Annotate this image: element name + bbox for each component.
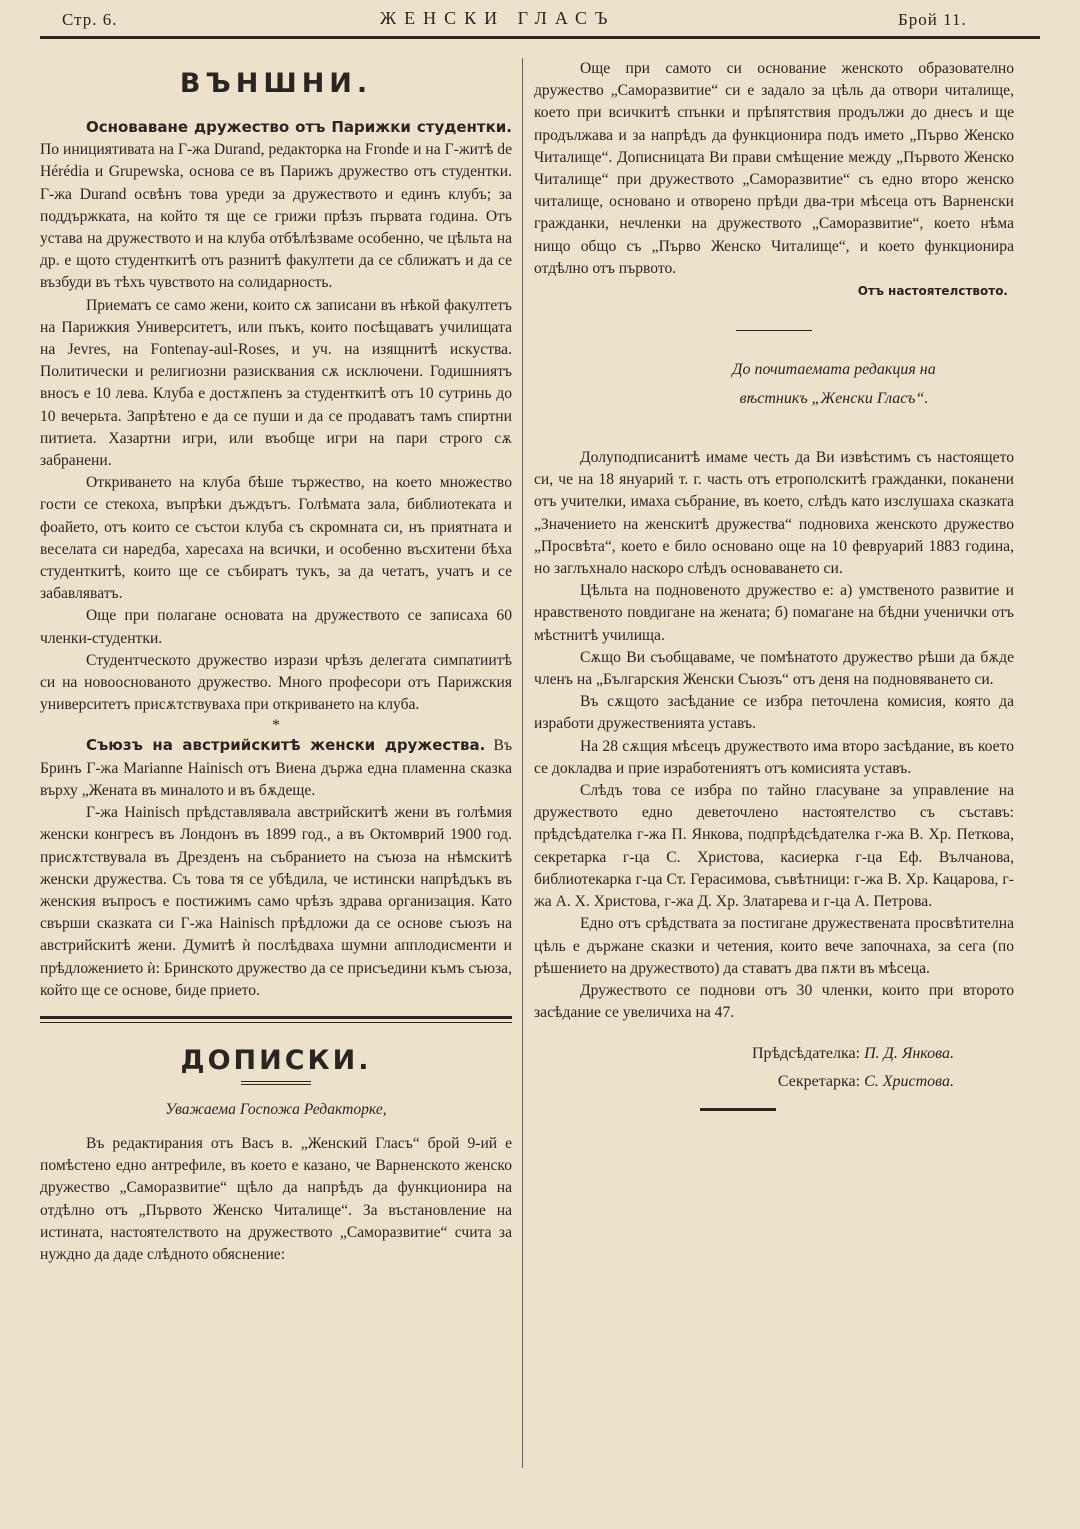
letter-paragraph: На 28 сѫщия мѣсецъ дружеството има второ засѣдание, въ което се докладва и прие изработениятъ отъ комисията уставъ. [534, 737, 1014, 777]
letter-paragraph: Едно отъ срѣдствата за постигане дружествената просвѣтителна цѣль е държане сказки и четения, които вече започнаха, за сега (по рѣшението на дружеството) да ставатъ два пѫти въ мѣсеца. [534, 915, 1014, 977]
article-paragraph: Студентческото дружество изрази чрѣзъ делегата симпатиитѣ си на новооснованото дружество. Много професори отъ Парижския университетъ присѫтствуваха при откриването на клуба. [40, 651, 512, 714]
section-separator-star: * [272, 717, 280, 735]
letter-paragraph: Долуподписанитѣ имаме честь да Ви извѣстимъ съ настоящето си, че на 18 януарий т. г. часть отъ етрополскитѣ гражданки, поканени отъ учителки, имаха събрание, въ което, слѣдъ като изслушаха сказката „Значението на женскитѣ дружества“ подновиха женското дружество „Просвѣта“, което е било основано още на 10 февруарий 1883 година, но заглъхнало наскоро слѣдъ основаването си. [534, 449, 1014, 578]
masthead-title: ЖЕНСКИ ГЛАСЪ [380, 8, 616, 28]
article-paragraph: Още при полагане основата на дружеството се записаха 60 членки-студентки. [40, 607, 512, 647]
article-paragraph: Въ Бринъ Г-жа Marianne Hainisch отъ Виена държа една пламенна сказка върху „Жената въ миналото и въ бѫдеще. [40, 737, 513, 799]
letter-paragraph: Сѫщо Ви съобщаваме, че помѣнатото дружество рѣши да бѫде членъ на „Българския Женски Съюзъ“ отъ деня на подновяването си. [534, 648, 1014, 689]
title-underline [241, 1081, 311, 1085]
letter-address [534, 355, 1014, 413]
article-paragraph: Приематъ се само жени, които сѫ записани въ нѣкой факултетъ на Парижкия Университетъ, или пъкъ, които посѣщаватъ училищата на Jevres, на Fontenay-aul-Roses, и уч. на изящнитѣ искуства. Политически и религиозни разисквания сѫ исключени. Годишниятъ вносъ е 10 лева. Клуба е достѫпенъ за студенткитѣ отъ 10 сутринь до 10 вечерьта. Запрѣтено е да се пуши и да се продаватъ тамъ спиртни питиета. Хазартни игри, или въобще игри на пари строго сѫ забранени. [40, 296, 512, 470]
article-paragraph: Г-жа Hainisch прѣдставлявала австрийскитѣ жени въ голѣмия женски конгресъ въ Лондонъ въ 1899 год., а въ Октомврий 1900 год. присѫтствувала въ Дрезденъ на събранието на съюза на нѣмскитѣ женски дружества. Съ това тя се убѣдила, че истински напрѣдъкъ въ женския въпросъ е постижимъ само чрѣзъ здрава организация. Като свърши сказката си Г-жа Hainisch прѣдложи да се основе съюзъ на австрийскитѣ жени. Думитѣ ѝ послѣдваха шумни апплодисменти и прѣдложението ѝ: Бринското дружество да се присъедини къмъ съюза, който ще се основе, биде прието. [40, 804, 512, 999]
column-divider [522, 58, 523, 1468]
header-rule [40, 36, 1040, 39]
section-title-foreign: ВЪНШНИ. [179, 68, 373, 99]
page-header [0, 6, 1080, 34]
article-heading: Съюзъ на австрийскитѣ женски дружества. [86, 736, 486, 755]
letter-signature: Отъ настоятелството. [857, 284, 1008, 299]
page-number: Стр. 6. [62, 10, 118, 29]
signature-chair [534, 1040, 954, 1068]
article-paragraph: Откриването на клуба бѣше тържество, на което множество гости се стекоха, въпрѣки дъждътъ. Голѣмата зала, библиотеката и фоайето, отъ които се състои клуба съ скромната си, нъ приятната и веселата си наредба, харесаха на всички, и особенно въсхитени бѣха студенткитѣ, които ще се събиратъ тукъ, за да четатъ, учатъ и се забавляватъ. [40, 474, 512, 603]
section-rule-thin [40, 1022, 512, 1023]
letter-paragraph: Дружеството се поднови отъ 30 членки, които при второто засѣдание се увеличиха на 47. [534, 981, 1014, 1022]
signature-secretary [534, 1068, 954, 1096]
address-line: До почитаемата редакция на [732, 361, 936, 379]
signature-name: П. Д. Янкова. [864, 1045, 954, 1063]
article-paris-students [40, 116, 512, 295]
end-rule [700, 1108, 776, 1111]
signature-role: Прѣдсѣдателка: [751, 1045, 861, 1063]
letter-salutation: Уважаема Госпожа Редакторке, [165, 1100, 387, 1118]
article-heading: Основаване дружество отъ Парижки студентки. [86, 118, 512, 136]
letter-paragraph: Цѣльта на подновеното дружество е: а) умственото развитие и нравственото повдигане на жената; б) помагане на бѣдни ученички отъ мѣстнитѣ училища. [534, 582, 1014, 644]
address-line: вѣстникъ „Женски Гласъ“. [739, 390, 929, 408]
letter-separator [736, 330, 812, 331]
article-austrian-union [40, 734, 512, 802]
letter-paragraph: Въ сѫщото засѣдание се избра петочлена комисия, която да изработи дружественията уставъ. [534, 693, 1014, 733]
signature-role: Секретарка: [777, 1073, 861, 1091]
section-rule-thick [40, 1016, 512, 1019]
signature-name: С. Христова. [864, 1073, 954, 1091]
left-column [40, 58, 512, 1266]
issue-number: Брой 11. [898, 10, 967, 29]
right-column [534, 58, 1014, 1111]
letter-paragraph: Въ редактирания отъ Васъ в. „Женский Гласъ“ брой 9-ий е помѣстено едно антрефиле, въ което е казано, че Варненското женско дружество „Саморазвитие“ щѣло да напрѣдъ да функционира на отдѣлно отъ „Първото Женско Читалище“. За въстановление на истината, настоятелството на дружеството „Саморазвитие“ счита за нуждно да даде слѣдното обяснение: [40, 1134, 512, 1263]
letter-paragraph: Слѣдъ това се избра по тайно гласуване за управление на дружеството едно деветочлено настоятелство съ съставъ: прѣдсѣдателка г-жа П. Янкова, подпрѣдсѣдателка г-жа В. Хр. Петкова, секретарка г-ца С. Христова, касиерка г-ца Еф. Вълчанова, библиотекарка г-ца Ст. Герасимова, съвѣтници: г-жа В. Хр. Кацарова, г-жа А. Х. Христова, г-жа Д. Хр. Златарева и г-ца А. Петрова. [534, 782, 1014, 911]
section-title-letters: ДОПИСКИ. [180, 1044, 372, 1076]
letter-paragraph: Още при самото си основание женското образователно дружество „Саморазвитие“ си е задало за цѣль да отвори читалище, което при всичкитѣ спънки и прѣпятствия продължи до днесъ и ще продължава и за напрѣдъ да функционира подъ името „Първо Женско Читалище“. Дописницата Ви прави смѣщение между „Първото Женско Читалище“ при дружеството „Саморазвитие“ съ едно второ женско читалище, основано и отворено прѣди два-три мѣсеца отъ Варненски гражданки, нечленки на дружеството „Саморазвитие“, което нѣма нищо общо съ „Първо Женско Читалище“, и което функционира отдѣлно отъ първото. [534, 60, 1014, 277]
article-paragraph: По инициятивата на Г-жа Durand, редакторка на Fronde и на Г-житѣ de Hérédia и Grupewska, основа се въ Парижъ дружество отъ студентки. Г-жа Durand освѣнъ това уреди за дружеството и единъ клубъ; за поддържката, на който тя ще се грижи прѣзъ първата година. Отъ устава на дружеството и на клуба отбѣлѣзваме особенно, че цѣльта на др. е щото студенткитѣ отъ разнитѣ факултети да се сближатъ и да се възбуди въ тѣхъ чувството на солидарность. [40, 141, 512, 292]
